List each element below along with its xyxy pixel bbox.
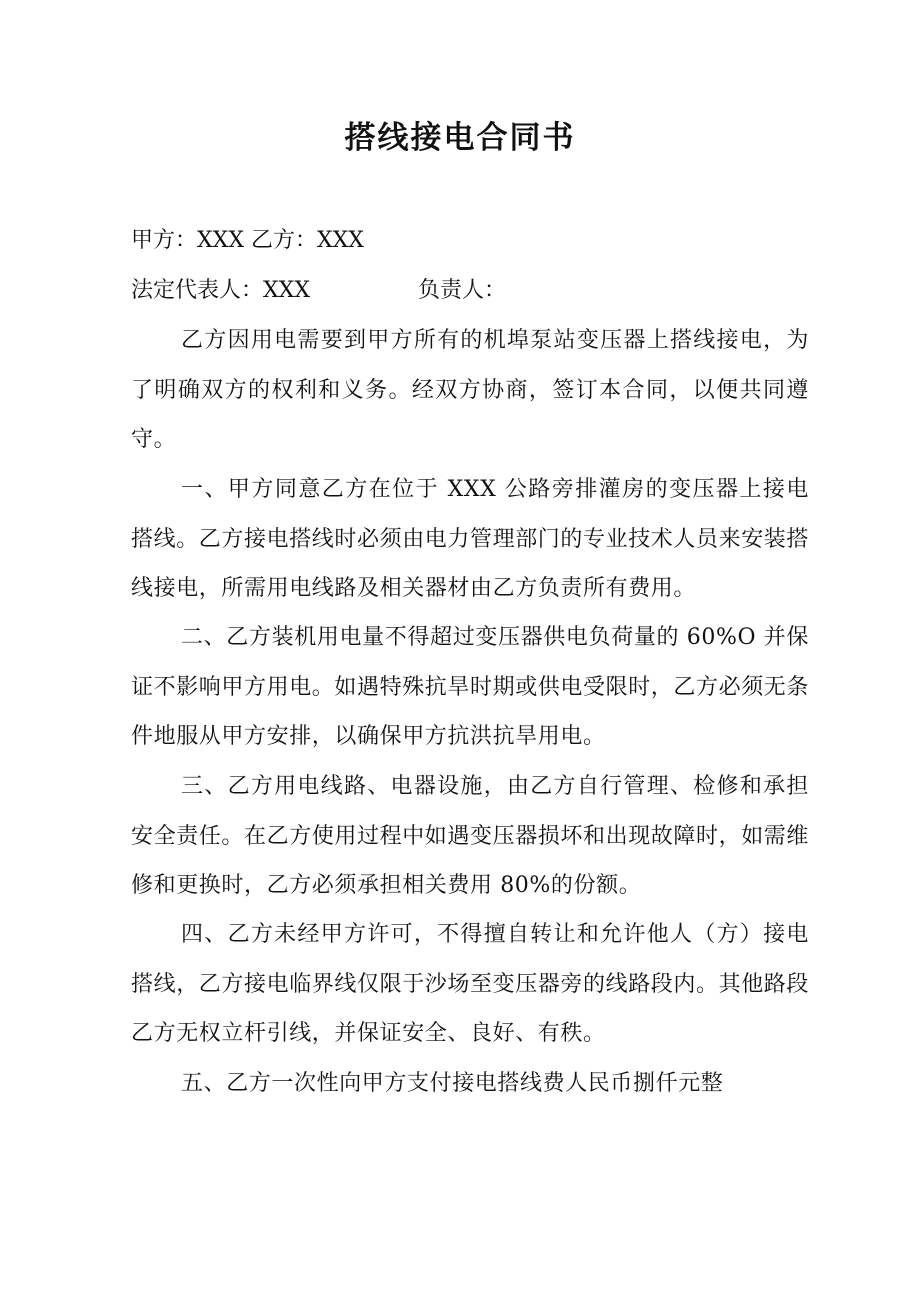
parties-line: 甲方：XXX 乙方：XXX bbox=[131, 228, 364, 253]
representatives-line bbox=[131, 276, 811, 306]
legal-representative: 法定代表人：XXX bbox=[131, 278, 310, 303]
responsible-person: 负责人： bbox=[418, 278, 507, 303]
clause-1-paragraph: 一、甲方同意乙方在位于 XXX 公路旁排灌房的变压器上接电搭线。乙方接电搭线时必须由电力管理部门的专业技术人员来安装搭线接电，所需用电线路及相关器材由乙方负责所有费用。 bbox=[131, 477, 810, 601]
clause-5-paragraph: 五、乙方一次性向甲方支付接电搭线费人民币捌仟元整 bbox=[181, 1071, 724, 1096]
document-title: 搭线接电合同书 bbox=[344, 120, 576, 156]
clause-2-paragraph: 二、乙方装机用电量不得超过变压器供电负荷量的 60%O 并保证不影响甲方用电。如遇特殊抗旱时期或供电受限时，乙方必须无条件地服从甲方安排，以确保甲方抗洪抗旱用电。 bbox=[131, 625, 810, 749]
clause-3-paragraph: 三、乙方用电线路、电器设施，由乙方自行管理、检修和承担安全责任。在乙方使用过程中如遇变压器损坏和出现故障时，如需维修和更换时，乙方必须承担相关费用 80%的份额。 bbox=[131, 774, 810, 898]
clause-4-paragraph: 四、乙方未经甲方许可，不得擅自转让和允许他人（方）接电搭线，乙方接电临界线仅限于沙场至变压器旁的线路段内。其他路段乙方无权立杆引线，并保证安全、良好、有秩。 bbox=[131, 922, 810, 1046]
preamble-paragraph: 乙方因用电需要到甲方所有的机埠泵站变压器上搭线接电，为了明确双方的权利和义务。经双方协商，签订本合同，以便共同遵守。 bbox=[131, 328, 809, 452]
